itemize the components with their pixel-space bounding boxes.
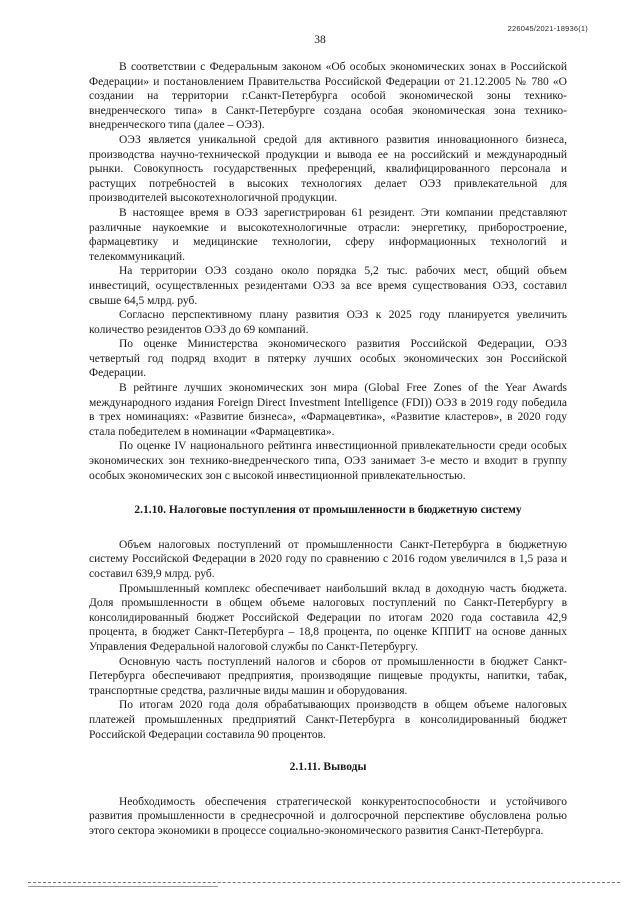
section-heading-conclusions: 2.1.11. Выводы xyxy=(289,761,367,774)
paragraph: По оценке Министерства экономического развития Российской Федерации, ОЭЗ четвертый год подряд входит в пятерку лучших особых экономических зон Российской Федерации. xyxy=(89,338,567,380)
paragraph: По оценке IV национального рейтинга инвестиционной привлекательности среди особых экономических зон технико-внедренческого типа, ОЭЗ занимает 3-е место и входит в группу особых экономических зон с высокой инвестиционной привлекательностью. xyxy=(89,440,567,482)
paragraph: На территории ОЭЗ создано около порядка 5,2 тыс. рабочих мест, общий объем инвестиций, осуществленных резидентами ОЭЗ за все время существования ОЭЗ, составил свыше 64,5 млрд. руб. xyxy=(89,265,567,307)
paragraph: Необходимость обеспечения стратегической конкурентоспособности и устойчивого развития промышленности в среднесрочной и долгосрочной перспективе обусловлена ролью этого сектора экономики в процессе социально-экономического развития Санкт-Петербурга. xyxy=(89,795,567,837)
scan-edge-line xyxy=(28,886,218,887)
paragraph: В соответствии с Федеральным законом «Об особых экономических зонах в Российской Федерации» и постановлением Правительства Российской Федерации от 21.12.2005 № 780 «О создании на территории г.Санкт-Петербурга особой экономической зоны технико-внедренческого типа» в Санкт-Петербурге создана особая экономическая зона технико-внедренческого типа (далее – ОЭЗ). xyxy=(89,61,567,132)
paragraph: ОЭЗ является уникальной средой для активного развития инновационного бизнеса, производства научно-технической продукции и вывода ее на российский и международный рынки. Совокупность государственных преференций, квалифицированного персонала и растущих потребностей в высоких технологиях делает ОЭЗ привлекательной для производителей высокотехнологичной продукции. xyxy=(89,133,567,205)
paragraph: В настоящее время в ОЭЗ зарегистрирован 61 резидент. Эти компании представляют различные наукоемкие и высокотехнологичные отрасли: энергетику, приборостроение, фармацевтику и медицинские технологии, сферу информационных технологий и телекоммуникаций. xyxy=(89,206,567,263)
paragraph: Промышленный комплекс обеспечивает наибольший вклад в доходную часть бюджета. Доля промышленности в общем объеме налоговых поступлений по Санкт-Петербургу в консолидированный бюджет Российской Федерации по итогам 2020 года составила 42,9 процента, в бюджет Санкт-Петербурга – 18,8 процента, по оценке КППИТ на основе данных Управления Федеральной налоговой службы по Санкт-Петербургу. xyxy=(89,582,567,653)
section-heading-tax-revenue: 2.1.10. Налоговые поступления от промышленности в бюджетную систему xyxy=(134,504,522,517)
paragraph: Согласно перспективному плану развития ОЭЗ к 2025 году планируется увеличить количество резидентов ОЭЗ до 69 компаний. xyxy=(89,309,567,336)
paragraph: По итогам 2020 года доля обрабатывающих производств в общем объеме налоговых платежей промышленных предприятий Санкт-Петербурга в консолидированный бюджет Российской Федерации составила 90 процентов. xyxy=(89,699,567,741)
scan-edge-line xyxy=(28,882,620,883)
page-number: 38 xyxy=(314,34,326,46)
document-id: 226045/2021-18936(1) xyxy=(507,24,588,33)
paragraph: В рейтинге лучших экономических зон мира (Global Free Zones of the Year Awards международного издания Foreign Direct Investment Intelligence (FDI)) ОЭЗ в 2019 году победила в трех номинациях: «Развитие бизнеса», «Фармацевтика», «Развитие кластеров», в 2020 году стала победителем в номинации «Фармацевтика». xyxy=(89,382,567,438)
document-body xyxy=(89,60,567,839)
paragraph: Объем налоговых поступлений от промышленности Санкт-Петербурга в бюджетную систему Российской Федерации в 2020 году по сравнению с 2016 годом увеличился в 1,5 раза и составил 639,9 млрд. руб. xyxy=(89,538,567,580)
paragraph: Основную часть поступлений налогов и сборов от промышленности в бюджет Санкт-Петербурга обеспечивают предприятия, производящие пищевые продукты, напитки, табак, транспортные средства, различные виды машин и оборудования. xyxy=(89,655,567,697)
